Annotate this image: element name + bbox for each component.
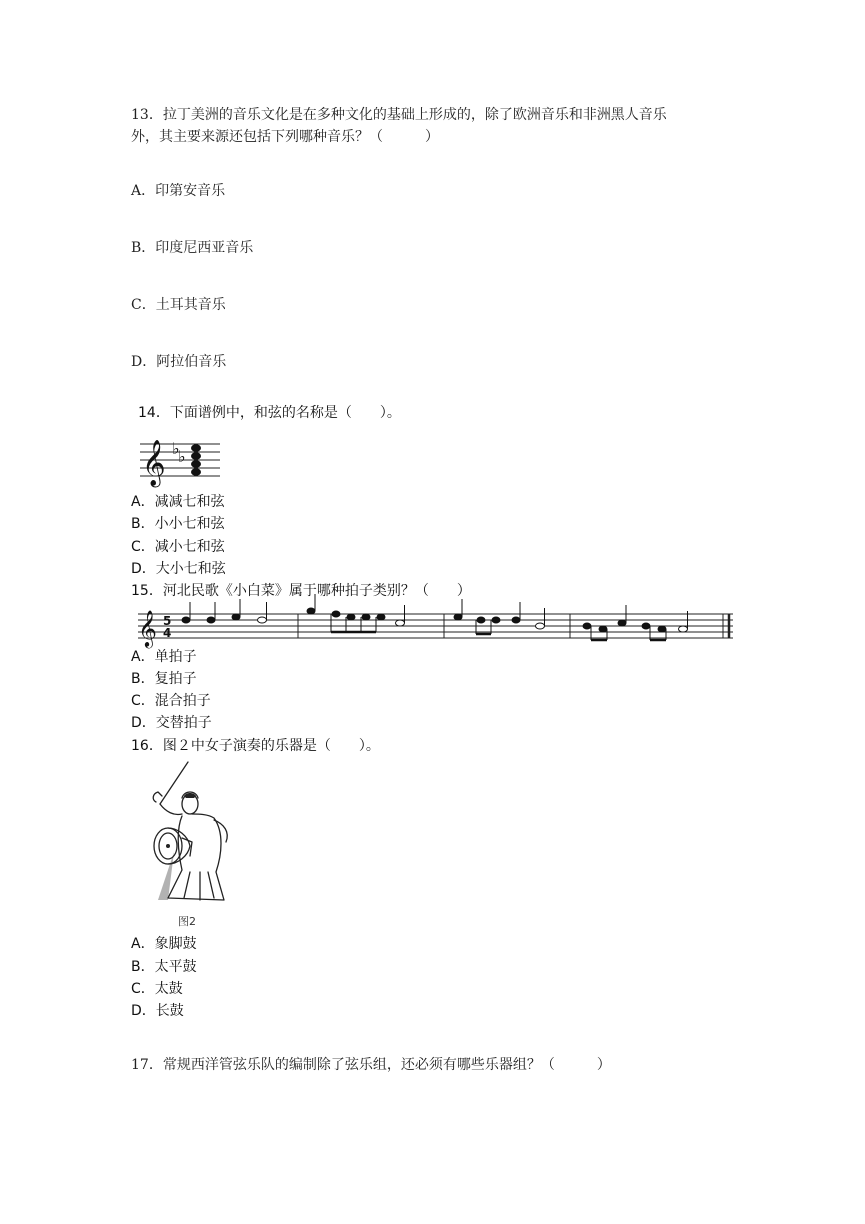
q13-option-b: B．印度尼西亚音乐 — [131, 240, 254, 256]
treble-clef-icon: 𝄞 — [138, 609, 157, 647]
q15-option-d: D．交替拍子 — [131, 715, 212, 731]
q16-option-c: C．太鼓 — [131, 981, 183, 997]
time-signature-bottom: 4 — [163, 626, 172, 640]
flat-sign-icon: ♭ — [178, 447, 186, 466]
flat-sign-icon: ♭ — [172, 439, 180, 458]
q15-melody-staff — [138, 606, 738, 648]
treble-clef-icon: 𝄞 — [142, 440, 166, 486]
q16-option-b: B．太平鼓 — [131, 959, 197, 975]
q17-stem: 17．常规西洋管弦乐队的编制除了弦乐组，还必须有哪些乐器组？（ ） — [131, 1057, 611, 1073]
q14-option-c: C．减小七和弦 — [131, 539, 225, 555]
q15-option-c: C．混合拍子 — [131, 693, 211, 709]
figure-caption: 图2 — [178, 915, 196, 928]
q13-stem-line1: 13．拉丁美洲的音乐文化是在多种文化的基础上形成的，除了欧洲音乐和非洲黑人音乐 — [131, 107, 667, 123]
q13-stem-line2: 外，其主要来源还包括下列哪种音乐？（ ） — [131, 129, 439, 145]
q13-option-c: C．土耳其音乐 — [131, 297, 226, 313]
drummer-woman-illustration — [138, 760, 248, 910]
q13-option-d: D．阿拉伯音乐 — [131, 354, 227, 370]
q16-stem: 16．图２中女子演奏的乐器是（ ）。 — [131, 738, 380, 754]
q14-chord-staff — [140, 436, 230, 486]
q15-option-b: B．复拍子 — [131, 671, 197, 687]
q13-option-a: A．印第安音乐 — [131, 183, 226, 199]
q16-option-d: D．长鼓 — [131, 1003, 184, 1019]
q14-option-b: B．小小七和弦 — [131, 516, 225, 532]
q15-stem: 15．河北民歌《小白菜》属于哪种拍子类别？（ ） — [131, 583, 471, 599]
q14-option-a: A．减减七和弦 — [131, 494, 225, 510]
q15-option-a: A．单拍子 — [131, 649, 197, 665]
q14-option-d: D．大小七和弦 — [131, 561, 226, 577]
q14-stem: 14．下面谱例中，和弦的名称是（ ）。 — [138, 405, 401, 421]
time-signature-top: 5 — [163, 614, 172, 628]
q16-option-a: A．象脚鼓 — [131, 936, 197, 952]
